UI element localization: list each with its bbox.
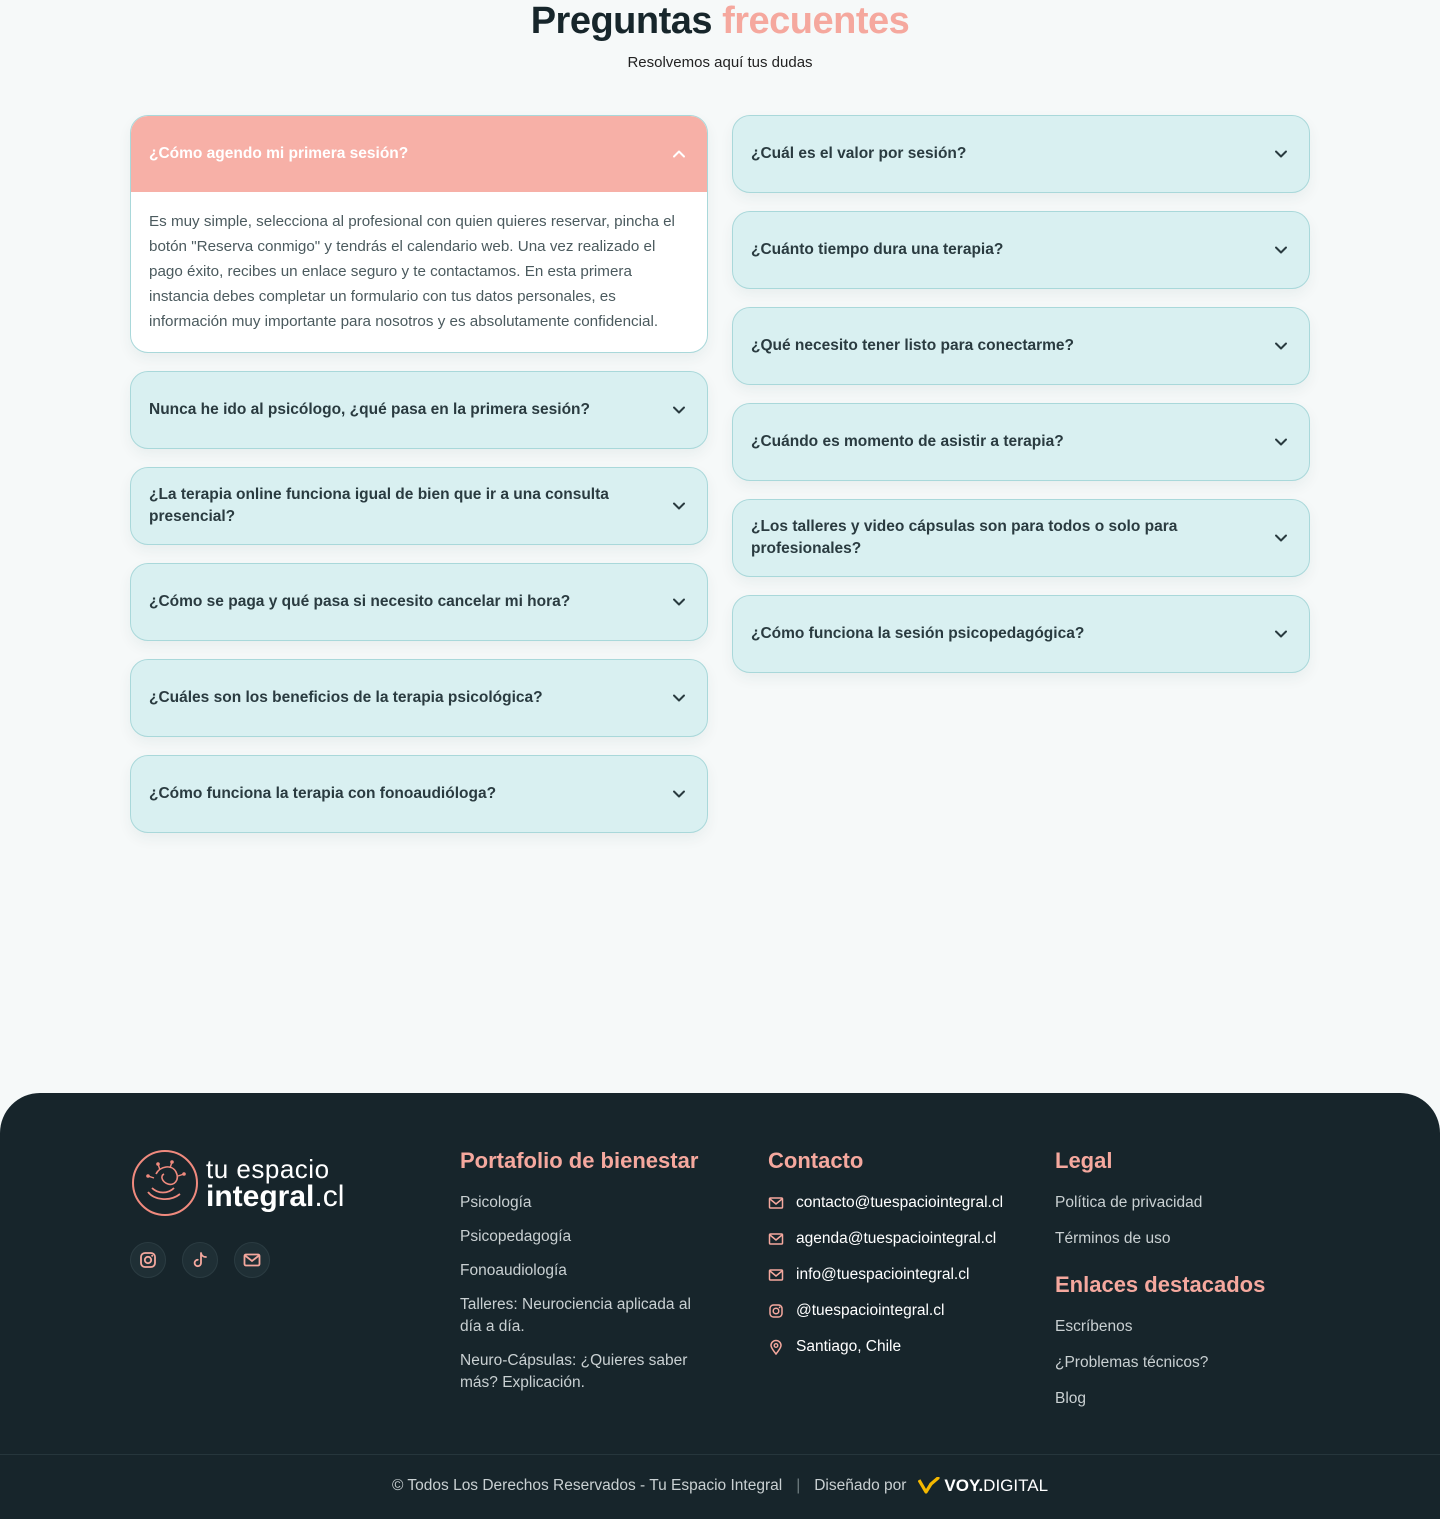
faq-title	[0, 0, 1440, 42]
agency-link[interactable]	[918, 1476, 1048, 1496]
contact-item-text: Santiago, Chile	[796, 1338, 902, 1355]
portfolio-link[interactable]: Psicopedagogía	[460, 1228, 572, 1245]
chevron-down-icon	[669, 592, 689, 612]
faq-item	[732, 307, 1310, 385]
site-footer	[0, 1093, 1440, 1519]
chevron-down-icon	[669, 688, 689, 708]
faq-title-main: Preguntas	[530, 0, 713, 42]
legal-title: Legal	[1055, 1148, 1113, 1173]
instagram-button[interactable]	[130, 1242, 166, 1278]
faq-answer: Es muy simple, selecciona al profesional con quien quieres reservar, pincha el botón "Reserva conmigo" y tendrás el calendario web. Una vez realizado el pago éxito, recibes un enlace seguro y te contactamos. En esta primera instancia debes completar un formulario con tus datos personales, es información muy importante para nosotros y es absolutamente confidencial.	[149, 213, 675, 330]
faq-question-toggle[interactable]	[131, 564, 707, 640]
faq-question-text: ¿Los talleres y video cápsulas son para todos o solo para profesionales?	[751, 518, 1178, 557]
contact-item-text: agenda@tuespaciointegral.cl	[796, 1230, 997, 1247]
faq-item	[130, 755, 708, 833]
instagram-icon	[768, 1303, 796, 1319]
legal-link[interactable]: Términos de uso	[1055, 1230, 1171, 1247]
faq-question-text: ¿Qué necesito tener listo para conectarme?	[751, 337, 1075, 354]
faq-question-text: ¿Cómo se paga y qué pasa si necesito cancelar mi hora?	[149, 593, 571, 610]
chevron-down-icon	[1271, 528, 1291, 548]
faq-item	[732, 211, 1310, 289]
chevron-down-icon	[669, 496, 689, 516]
faq-question-toggle[interactable]	[131, 468, 707, 544]
faq-question-toggle[interactable]	[733, 212, 1309, 288]
footer-divider	[0, 1454, 1440, 1455]
chevron-down-icon	[669, 400, 689, 420]
tiktok-button[interactable]	[182, 1242, 218, 1278]
contact-item-text: contacto@tuespaciointegral.cl	[796, 1194, 1004, 1211]
portfolio-title: Portafolio de bienestar	[460, 1148, 699, 1173]
copyright-text: © Todos Los Derechos Reservados - Tu Espacio Integral	[391, 1477, 783, 1494]
copyright-separator: |	[796, 1477, 801, 1494]
faq-title-accent: frecuentes	[722, 0, 910, 42]
faq-question-text: ¿Cuánto tiempo dura una terapia?	[751, 241, 1004, 258]
location-icon	[768, 1339, 796, 1355]
contact-item[interactable]	[768, 1228, 1038, 1250]
copyright-bar	[0, 1476, 1440, 1496]
logo-line1: tu espacio	[206, 1154, 330, 1184]
mail-button[interactable]	[234, 1242, 270, 1278]
faq-item	[732, 403, 1310, 481]
faq-item	[732, 499, 1310, 577]
contact-item-text: info@tuespaciointegral.cl	[796, 1266, 970, 1283]
mail-icon	[768, 1231, 796, 1247]
portfolio-link[interactable]: Fonoaudiología	[460, 1262, 567, 1279]
chevron-down-icon	[1271, 432, 1291, 452]
chevron-down-icon	[1271, 144, 1291, 164]
faq-question-toggle[interactable]	[733, 500, 1309, 576]
voy-logo-icon	[918, 1477, 940, 1495]
agency-name-bold: VOY.	[944, 1476, 984, 1495]
contact-item[interactable]	[768, 1336, 1038, 1358]
instagram-icon	[138, 1250, 158, 1270]
faq-question-toggle[interactable]	[733, 404, 1309, 480]
faq-question-toggle[interactable]	[733, 596, 1309, 672]
chevron-up-icon	[669, 144, 689, 164]
faq-item	[130, 563, 708, 641]
portfolio-link[interactable]: Neuro-Cápsulas: ¿Quieres saber más? Explicación.	[460, 1352, 688, 1391]
faq-item	[130, 467, 708, 545]
chevron-down-icon	[669, 784, 689, 804]
agency-name-rest: DIGITAL	[983, 1476, 1049, 1495]
logo-line2	[206, 1180, 345, 1213]
faq-question-toggle[interactable]	[733, 116, 1309, 192]
logo-mark-icon	[130, 1148, 200, 1218]
faq-question-text: ¿Cuál es el valor por sesión?	[751, 145, 967, 162]
logo-word: integral	[206, 1180, 315, 1213]
faq-question-toggle[interactable]	[131, 756, 707, 832]
featured-link[interactable]: ¿Problemas técnicos?	[1055, 1354, 1209, 1371]
legal-column	[1055, 1148, 1305, 1424]
legal-link[interactable]: Política de privacidad	[1055, 1194, 1203, 1211]
faq-item	[732, 115, 1310, 193]
portfolio-link[interactable]: Psicología	[460, 1194, 532, 1211]
faq-item	[130, 115, 708, 353]
logo-tld: .cl	[314, 1180, 345, 1213]
featured-title: Enlaces destacados	[1055, 1272, 1266, 1297]
chevron-down-icon	[1271, 336, 1291, 356]
contact-item[interactable]	[768, 1192, 1038, 1214]
portfolio-column	[460, 1148, 715, 1406]
faq-question-toggle[interactable]	[131, 116, 707, 192]
logo-text	[206, 1155, 344, 1211]
footer-logo[interactable]	[130, 1148, 344, 1218]
faq-column-left	[130, 115, 708, 851]
designed-by-text: Diseñado por	[814, 1477, 907, 1494]
chevron-down-icon	[1271, 240, 1291, 260]
faq-question-text: Nunca he ido al psicólogo, ¿qué pasa en la primera sesión?	[149, 401, 590, 418]
faq-item	[130, 371, 708, 449]
contact-item[interactable]	[768, 1300, 1038, 1322]
faq-header	[0, 0, 1440, 71]
faq-question-text: ¿Cómo funciona la terapia con fonoaudióloga?	[149, 785, 497, 802]
faq-question-text: ¿La terapia online funciona igual de bien que ir a una consulta presencial?	[149, 486, 609, 525]
portfolio-link[interactable]: Talleres: Neurociencia aplicada al día a día.	[460, 1296, 691, 1335]
faq-question-text: ¿Cuándo es momento de asistir a terapia?	[751, 433, 1064, 450]
contact-item-text: @tuespaciointegral.cl	[796, 1302, 945, 1319]
faq-subtitle: Resolvemos aquí tus dudas	[627, 54, 813, 71]
contact-title: Contacto	[768, 1148, 864, 1173]
faq-question-toggle[interactable]	[131, 372, 707, 448]
chevron-down-icon	[1271, 624, 1291, 644]
faq-question-text: ¿Cuáles son los beneficios de la terapia psicológica?	[149, 689, 543, 706]
faq-column-right	[732, 115, 1310, 691]
featured-link[interactable]: Escríbenos	[1055, 1318, 1133, 1335]
faq-item	[130, 659, 708, 737]
faq-item	[732, 595, 1310, 673]
social-links	[130, 1242, 270, 1278]
faq-question-text: ¿Cómo agendo mi primera sesión?	[149, 145, 409, 162]
faq-question-toggle[interactable]	[131, 660, 707, 736]
faq-question-text: ¿Cómo funciona la sesión psicopedagógica?	[751, 625, 1085, 642]
contact-item[interactable]	[768, 1264, 1038, 1286]
featured-link[interactable]: Blog	[1055, 1390, 1087, 1407]
faq-question-toggle[interactable]	[733, 308, 1309, 384]
mail-icon	[768, 1195, 796, 1211]
tiktok-icon	[190, 1250, 210, 1270]
contact-column	[768, 1148, 1038, 1372]
mail-icon	[242, 1250, 262, 1270]
mail-icon	[768, 1267, 796, 1283]
